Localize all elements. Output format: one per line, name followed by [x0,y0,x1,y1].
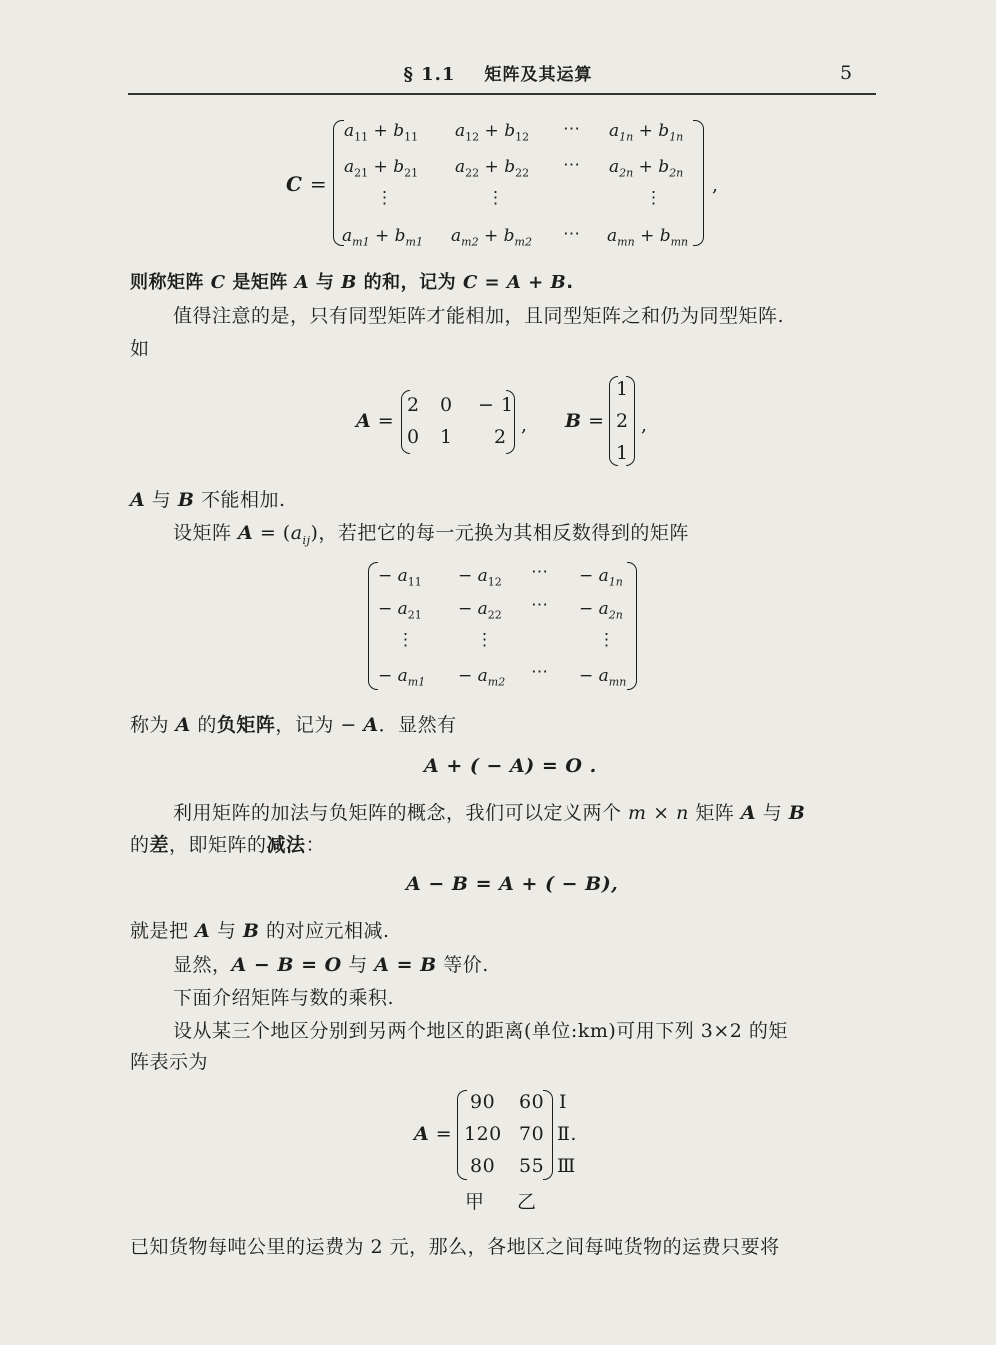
scalar-intro: 下面介绍矩阵与数的乘积. [173,987,395,1009]
col-label-yi: 乙 [517,1191,537,1213]
cannot-add-line: A 与 B 不能相加. [130,489,286,511]
example-b-cell: 1 [616,378,629,400]
matrix-c-label: C = [286,172,328,196]
equivalence-line: 显然，A − B = O 与 A = B 等价. [173,954,489,976]
neg-matrix-cell: − $a_{12}$ [458,566,502,589]
neg-matrix-cell: − $a_{22}$ [458,599,502,622]
distance-line-1: 设从某三个地区分别到另两个地区的距离(单位:km)可用下列 3×2 的矩 [173,1020,788,1042]
matrix-c-cell: $a_{22} + b_{22}$ [455,157,530,180]
subtract-line-2: 的差，即矩阵的减法： [130,834,326,856]
matrix-c-cell: $a_{m2} + b_{m2}$ [451,226,532,249]
negative-intro: 设矩阵 $A = (a_{ij})$，若把它的每一元换为其相反数得到的矩阵 [173,522,689,547]
distance-line-2: 阵表示为 [130,1051,209,1073]
example-a-comma: , [521,414,528,436]
neg-matrix-cell: − $a_{2n}$ [579,599,623,622]
formula-subtract: A − B = A + ( − B), [406,873,619,895]
matrix-c-comma: , [712,174,719,196]
example-a-cell: 2 [494,426,507,448]
matrix-c-vdots: ⋮ [376,188,393,208]
matrix-c-cell: $a_{11} + b_{11}$ [344,121,419,144]
neg-matrix-cell: − $a_{21}$ [378,599,422,622]
negative-matrix-line: 称为 A 的负矩阵，记为 − A．显然有 [130,714,457,736]
header-rule [128,93,876,95]
example-a-cell: 1 [440,426,453,448]
matrix-c-right-bracket [693,120,704,246]
example-a-cell: 0 [407,426,420,448]
distance-matrix-right-bracket [543,1090,553,1180]
col-label-jia: 甲 [465,1191,485,1213]
neg-matrix-cell: − $a_{11}$ [378,566,422,589]
example-b-comma: , [641,414,648,436]
example-b-cell: 1 [616,442,629,464]
row-label-2: Ⅱ. [557,1123,577,1145]
matrix-c-hdots: ⋯ [563,119,580,139]
matrix-c-hdots: ⋯ [563,224,580,244]
subtract-line-1: 利用矩阵的加法与负矩阵的概念，我们可以定义两个 m × n 矩阵 A 与 B [173,802,806,824]
neg-matrix-left-bracket [368,562,378,690]
distance-matrix-label: A = [414,1123,453,1145]
neg-matrix-hdots: ⋯ [531,662,548,682]
distance-cell: 60 [519,1091,545,1113]
section-number: § 1.1 [403,64,456,85]
example-a-cell: 0 [440,394,453,416]
note-line-2: 如 [130,338,150,360]
distance-cell: 90 [470,1091,496,1113]
neg-matrix-hdots: ⋯ [531,562,548,582]
matrix-c-cell: $a_{mn} + b_{mn}$ [607,226,689,249]
example-a-cell: − 1 [478,394,514,416]
matrix-c-vdots: ⋮ [487,188,504,208]
sum-definition: 则称矩阵 C 是矩阵 A 与 B 的和，记为 C = A + B. [130,272,574,293]
matrix-c-cell: $a_{21} + b_{21}$ [344,157,419,180]
neg-matrix-vdots: ⋮ [476,630,493,650]
example-a-label: A = [356,410,395,432]
page-number: 5 [840,62,853,84]
neg-matrix-cell: − $a_{m2}$ [458,666,506,689]
neg-matrix-cell: − $a_{mn}$ [579,666,627,689]
matrix-c-cell: $a_{2n} + b_{2n}$ [609,157,684,180]
neg-matrix-hdots: ⋯ [531,595,548,615]
last-line: 已知货物每吨公里的运费为 2 元，那么，各地区之间每吨货物的运费只要将 [130,1236,780,1258]
distance-cell: 55 [519,1155,545,1177]
matrix-c-cell: $a_{12} + b_{12}$ [455,121,530,144]
section-title: 矩阵及其运算 [484,65,593,85]
matrix-c-hdots: ⋯ [563,155,580,175]
matrix-c-cell: $a_{m1} + b_{m1}$ [342,226,423,249]
corresponding-line: 就是把 A 与 B 的对应元相减. [130,920,390,942]
row-label-3: Ⅲ [557,1155,576,1177]
neg-matrix-right-bracket [627,562,637,690]
note-line-1: 值得注意的是，只有同型矩阵才能相加，且同型矩阵之和仍为同型矩阵. [173,305,785,327]
neg-matrix-vdots: ⋮ [397,630,414,650]
row-label-1: Ⅰ [559,1091,568,1113]
neg-matrix-cell: − $a_{m1}$ [378,666,426,689]
matrix-c-vdots: ⋮ [645,188,662,208]
distance-cell: 120 [464,1123,502,1145]
formula-negative: A + ( − A) = O . [424,755,597,777]
distance-cell: 80 [470,1155,496,1177]
distance-cell: 70 [519,1123,545,1145]
neg-matrix-cell: − $a_{1n}$ [579,566,623,589]
example-b-cell: 2 [616,410,629,432]
example-b-label: B = [565,410,605,432]
neg-matrix-vdots: ⋮ [598,630,615,650]
matrix-c-cell: $a_{1n} + b_{1n}$ [609,121,684,144]
example-a-cell: 2 [407,394,420,416]
